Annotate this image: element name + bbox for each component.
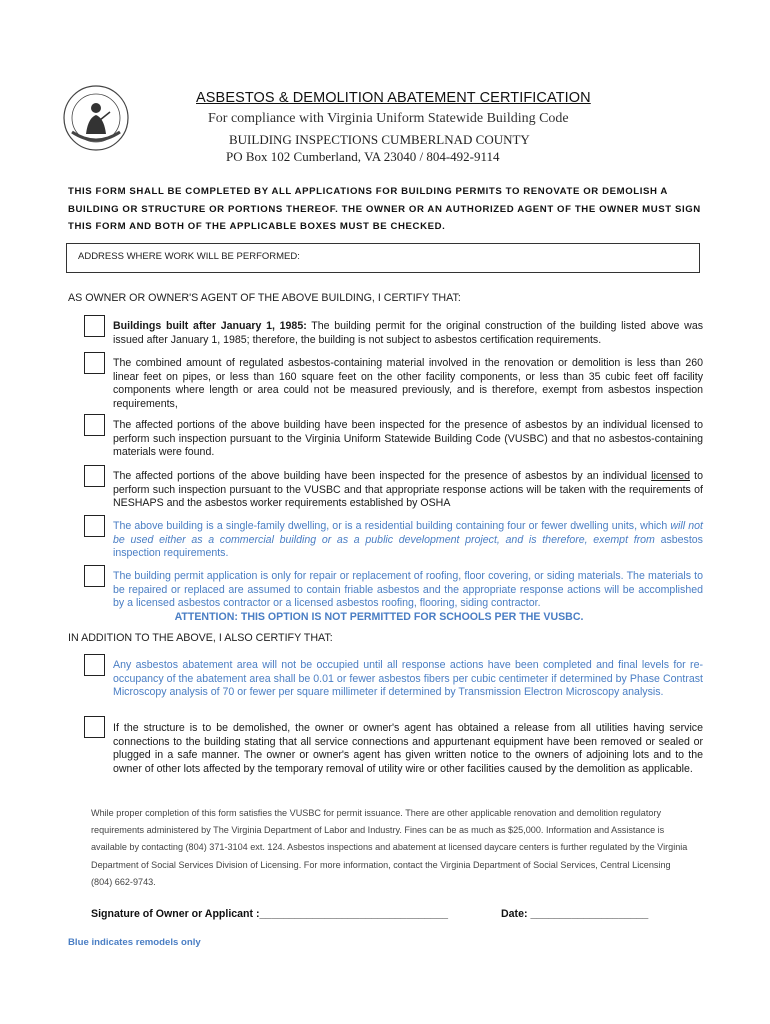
form-title: ASBESTOS & DEMOLITION ABATEMENT CERTIFICATION	[196, 90, 591, 106]
checkbox-demolition-utilities[interactable]	[84, 716, 105, 738]
regulatory-footnote: While proper completion of this form satisfies the VUSBC for permit issuance. There are other applicable renovation and demolition regulatory requirements administered by The Virginia Department of Labor and Industry. Fines can be as much as $25,000. Information and Assistance is available by contacting (804) 371-3104 ext. 124. Asbestos inspections and abatement at licensed daycare centers is further regulated by the Virginia Department of Social Services Division of Licensing. For more information, contact the Virginia Department of Social Services, Central Licensing (804) 662-9743.	[91, 808, 688, 887]
also-item-1: Any asbestos abatement area will not be occupied until all response actions have been completed and final levels for re-occupancy of the abatement area shall be 0.01 or fewer asbestos fibers per cubic centimeter if determined by Phase Contrast Microscopy analysis of 70 or fewer per square millimeter if determined by Transmission Electron Microscopy analysis.	[113, 659, 703, 698]
date-field[interactable]	[501, 908, 648, 920]
certify-item-4: The affected portions of the above building have been inspected for the presence of asbestos by an individual licensed to perform such inspection pursuant to the VUSBC and that appropriate response actions will be taken with the requirements of NESHAPS and the asbestos worker requirements established by OSHA	[113, 470, 703, 509]
intro-instructions: THIS FORM SHALL BE COMPLETED BY ALL APPLICATIONS FOR BUILDING PERMITS TO RENOVATE OR DEMOLISH A BUILDING OR STRUCTURE OR PORTIONS THEREOF. THE OWNER OR AN AUTHORIZED AGENT OF THE OWNER MUST SIGN THIS FORM AND BOTH OF THE APPLICABLE BOXES MUST BE CHECKED.	[68, 186, 701, 232]
certify-item-1: Buildings built after January 1, 1985: The building permit for the original construction of the building listed above was issued after January 1, 1985; therefore, the building is not subject to asbestos certification requirements.	[113, 320, 704, 346]
attention-note: ATTENTION: THIS OPTION IS NOT PERMITTED FOR SCHOOLS PER THE VUSBC.	[174, 611, 584, 623]
form-subtitle: For compliance with Virginia Uniform Statewide Building Code	[208, 111, 569, 126]
legend-note: Blue indicates remodels only	[68, 937, 201, 948]
also-item-2: If the structure is to be demolished, the owner or owner's agent has obtained a release from all utilities having service connections to the building stating that all service connections and appurtenant equipment have been removed or sealed or plugged in a safe manner. The owner or owner's agent has given written notice to the owners of adjoining lots and to the owner of other lots affected by the temporary removal of utility wire or other facilities caused by the demolition as applicable.	[113, 722, 703, 775]
department-address: PO Box 102 Cumberland, VA 23040 / 804-492-9114	[226, 149, 500, 164]
work-address-field[interactable]	[66, 243, 700, 273]
certify-header: AS OWNER OR OWNER'S AGENT OF THE ABOVE BUILDING, I CERTIFY THAT:	[68, 292, 461, 304]
date-line: ____________________	[530, 908, 649, 920]
checkbox-exempt-quantity[interactable]	[84, 352, 105, 374]
certify-item-5: The above building is a single-family dwelling, or is a residential building containing four or fewer dwelling units, which will not be used either as a commercial building or as a public development project, and is therefore, exempt from asbestos inspection requirements.	[113, 520, 703, 559]
county-seal-logo	[62, 84, 130, 152]
certify-item-1-bold: Buildings built after January 1, 1985:	[113, 320, 307, 332]
signature-label: Signature of Owner or Applicant :	[91, 908, 260, 920]
work-address-label: ADDRESS WHERE WORK WILL BE PERFORMED:	[78, 251, 300, 262]
checkbox-single-family[interactable]	[84, 515, 105, 537]
checkbox-reoccupancy[interactable]	[84, 654, 105, 676]
certify-item-3: The affected portions of the above building have been inspected for the presence of asbestos by an individual licensed to perform such inspection pursuant to the Virginia Uniform Statewide Building Code (VUSBC) and that no asbestos-containing materials were found.	[113, 419, 703, 458]
checkbox-roofing-flooring-siding[interactable]	[84, 565, 105, 587]
certify-item-2: The combined amount of regulated asbestos-containing material involved in the renovation or demolition is less than 260 linear feet on pipes, or less than 160 square feet on the other facility components, or less than 35 cubic feet off facility components where length or area could not be measured previously, and is therefore, exempt from asbestos inspection requirements,	[113, 357, 703, 410]
checkbox-no-asbestos-found[interactable]	[84, 414, 105, 436]
checkbox-buildings-after-1985[interactable]	[84, 315, 105, 337]
signature-field[interactable]	[91, 908, 448, 920]
department-name: BUILDING INSPECTIONS CUMBERLNAD COUNTY	[229, 132, 530, 147]
checkbox-response-actions[interactable]	[84, 465, 105, 487]
also-certify-header: IN ADDITION TO THE ABOVE, I ALSO CERTIFY THAT:	[68, 632, 333, 644]
certify-item-6: The building permit application is only for repair or replacement of roofing, floor covering, or siding materials. The materials to be repaired or replaced are assumed to contain friable asbestos and the appropriate response actions will be accomplished by a licensed asbestos contractor or a licensed asbestos roofing, flooring, siding contractor.	[113, 570, 703, 609]
signature-line: ________________________________	[259, 908, 449, 920]
date-label: Date:	[501, 908, 528, 920]
